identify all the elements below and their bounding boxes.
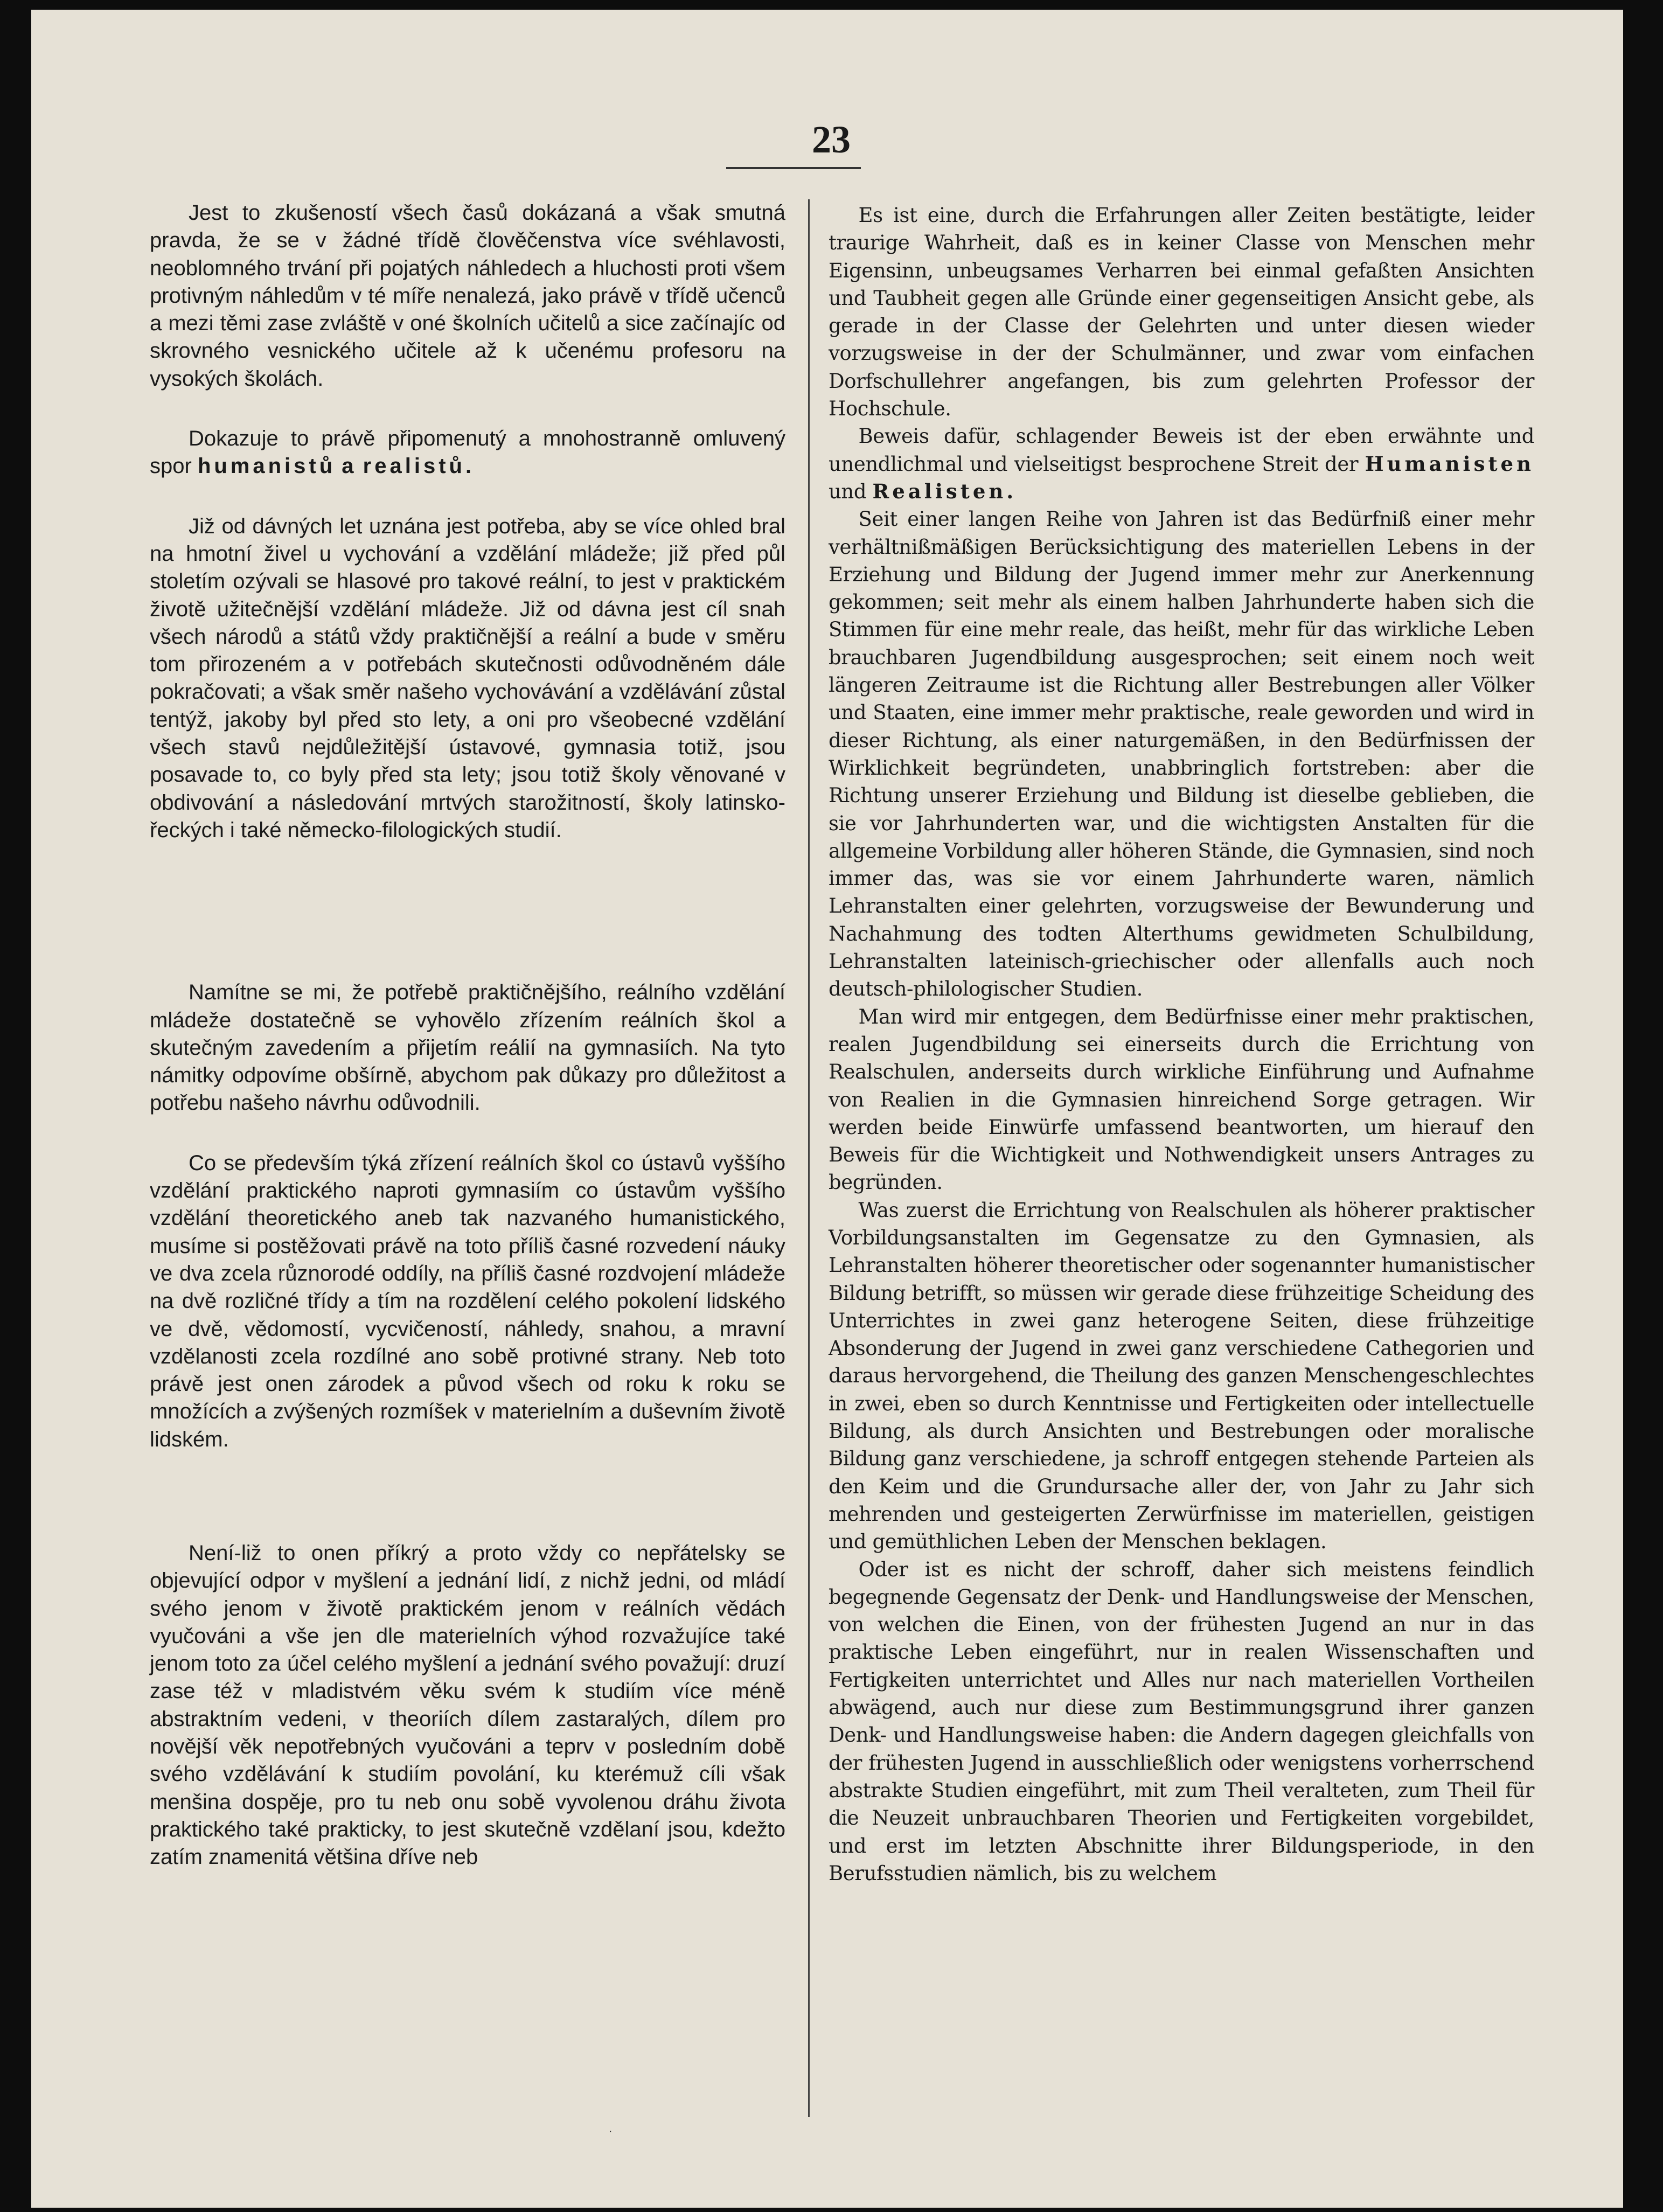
german-paragraph-3: Seit einer langen Reihe von Jahren ist das Bedürfniß einer mehr verhältnißmäßigen Berücksichtigung des materiellen Lebens in der Erziehung und Bildung der Jugend immer mehr zur Anerkennung gekommen; seit mehr als einem halben Jahrhunderte haben sich die Stimmen für eine mehr reale, das heißt, mehr für das wirkliche Leben brauchbaren Jugendbildung ausgesprochen; seit einem noch weit längeren Zeitraume ist die Richtung aller Bestrebungen aller Völker und Staaten, eine immer mehr praktische, reale geworden und wird in dieser Richtung, als einer naturgemäßen, in den Bedürfnissen der Wirklichkeit begründeten, unabbringlich fortstreben: aber die Richtung unserer Erziehung und Bildung ist dieselbe geblieben, die sie vor Jahrhunderten war, und die wichtigsten Anstalten für die allgemeine Vorbildung aller höheren Stände, die Gymnasien, sind noch immer das, was sie vor einem Jahrhunderte waren, nämlich Lehranstalten einer gelehrten, vorzugsweise der Bewunderung und Nachahmung des todten Alterthums gewidmeten Schulbildung, Lehranstalten lateinisch-griechischer oder allenfalls auch noch deutsch-philologischer Studien. (829, 507, 1534, 1001)
czech-paragraph-1: Jest to zkušeností všech časů dokázaná a však smutná pravda, že se v žádné třídě člověčenstva více svéhlavosti, neoblomného trvání při pojatých náhledech a hluchosti proti všem protivným náhledům v té míře nenalezá, jako právě v třídě učenců a mezi těmi zase zvláště v oné školních učitelů a sice začínajíc od skrovného vesnického učitele až k učenému profesoru na vysokých školách. (150, 201, 785, 391)
german-paragraph-6: Oder ist es nicht der schroff, daher sich meistens feindlich begegnende Gegensatz der Denk- und Handlungsweise der Menschen, von welchen die Einen, von der frühesten Jugend an nur in das praktische Leben eingeführt, nur in realen Wissenschaften und Fertigkeiten unterrichtet und Alles nur nach materiellen Vortheilen abwägend, auch nur diese zum Bestimmungsgrund ihrer ganzen Denk- und Handlungsweise haben: die Andern dagegen gleichfalls von der frühesten Jugend in ausschließlich oder wenigstens vorherrschend abstrakte Studien eingeführt, mit zum Theil veralteten, zum Theil für die Neuzeit unbrauchbaren Theorien und Fertigkeiten vorgebildet, und erst im letzten Abschnitte ihrer Bildungsperiode, in den Berufsstudien nämlich, bis zu welchem (829, 1557, 1534, 1885)
term-humanists: humanistů (197, 454, 336, 478)
german-conjunction: und (829, 479, 867, 503)
german-paragraph-5: Was zuerst die Errichtung von Realschulen als höherer praktischer Vorbildungsanstalten im Gegensatze zu den Gymnasien, als Lehranstalten höherer theoretischer oder sogenannter humanistischer Bildung betrifft, so müssen wir gerade diese frühzeitige Scheidung des Unterrichtes in zwei ganz heterogene Seiten, diese frühzeitige Absonderung der Jugend in zwei ganz verschiedene Cathegorien und daraus hervorgehend, die Theilung des ganzen Menschengeschlechtes in zwei, eben so durch Kenntnisse und Fertigkeiten oder intellectuelle Bildung, als durch Ansichten und Bestrebungen oder moralische Bildung ganz verschiedene, ja schroff entgegen stehende Parteien als den Keim und die Grundursache aller der, von Jahr zu Jahr sich mehrenden und gesteigerten Zerwürfnisse im materiellen, geistigen und gemüthlichen Leben der Menschen beklagen. (829, 1198, 1534, 1554)
german-paragraph-2-text: Beweis dafür, schlagender Beweis ist der eben erwähnte und unendlichmal und vielseitigst besprochene Streit der (829, 425, 1534, 476)
book-page (31, 10, 1623, 2208)
german-column (829, 201, 1534, 1887)
page-number-rule (726, 167, 861, 169)
term-realisten: Realisten. (872, 479, 1017, 503)
german-paragraph-1: Es ist eine, durch die Erfahrungen aller Zeiten bestätigte, leider traurige Wahrheit, daß es in keiner Classe von Menschen mehr Eigensinn, unbeugsames Verharren bei einmal gefaßten Ansichten und Taubheit gegen alle Gründe einer gegenseitigen Ansicht gebe, als gerade in der Classe der Gelehrten und unter diesen wieder vorzugsweise in der der Schulmänner, und zwar vom einfachen Dorfschullehrer angefangen, bis zum gelehrten Professor der Hochschule. (829, 204, 1534, 421)
czech-conjunction: a (342, 454, 357, 478)
czech-paragraph-6: Není-liž to onen příkrý a proto vždy co nepřátelsky se objevující odpor v myšlení a jednání lidí, z nichž jedni, od mládí svého jenom v životě praktickém jenom v reálních vědách vyučováni a vše jen dle materielních výhod rozvažujíce také jenom toto za účel celého myšlení a jednání svého považují: druzí zase též v mladistvém věku svém k studiím více méně abstraktním vedeni, v theoriích dílem zastaralých, dílem pro novější věk nepotřebných vyučováni a teprv v posledním době svého vzdělávání k studiím povolání, ku kterémuž cíli však menšina dospěje, pro tu neb onu sobě vyvolenou dráhu života praktického také prakticky, to jest skutečně vzdělaní jsou, kdežto zatím znamenitá většina dříve neb (150, 1541, 785, 1869)
term-realists: realistů. (363, 454, 475, 478)
czech-paragraph-5: Co se především týká zřízení reálních škol co ústavů vyššího vzdělání praktického naproti gymnasiím co ústavům vyššího vzdělání theoretického aneb tak nazvaného humanistického, musíme si postěžovati právě na toto příliš časné rozvedení náuky ve dva zcela různorodé oddíly, na příliš časné rozdvojení mládeže na dvě rozličné třídy a tím na rozdělení celého pokolení lidského ve dvě, vědomostí, vycvičeností, náhledy, snahou, a mravní vzdělanosti zcela rozdílné ano sobě protivné strany. Neb toto právě jest onen zárodek a původ všech od roku k roku se množících a zvýšených rozmíšek v materielním a duševním životě lidském. (150, 1151, 785, 1451)
czech-paragraph-3: Již od dávných let uznána jest potřeba, aby se více ohled bral na hmotní živel u vychování a vzdělání mládeže; již před půl stoletím ozývali se hlasové pro takové reální, to jest v praktickém životě užitečnější vzdělání mládeže. Již od dávna jest cíl snah všech národů a států vždy praktičnější a reální a bude v směru tom přirozeném a v potřebách skutečnosti odůvodněném dále pokračovati; a však směr našeho vychovávání a vzdělávání zůstal tentýž, jakoby byl před sto lety, a oni pro všeobecné vzdělání všech stavů nejdůležitější ústavové, gymnasia totiž, jsou posavade to, co byly před sta lety; jsou totiž školy věnované v obdivování a následování mrtvých starožitností, školy latinsko-řeckých i také německo-filologických studií. (150, 514, 785, 842)
page-number: 23 (812, 118, 851, 161)
czech-paragraph-2 (150, 425, 785, 481)
german-paragraph-2 (829, 422, 1534, 505)
german-paragraph-4: Man wird mir entgegen, dem Bedürfnisse einer mehr praktischen, realen Jugendbildung sei einerseits durch die Errichtung von Realschulen, anderseits durch wirkliche Einführung und Aufnahme von Realien in die Gymnasien hinreichend Sorge getragen. Wir werden beide Einwürfe umfassend beantworten, um hierauf den Beweis für die Wichtigkeit und Nothwendigkeit unsers Antrages zu begründen. (829, 1005, 1534, 1194)
czech-paragraph-2-text: Dokazuje to právě připomenutý a mnohostranně omluvený spor (150, 427, 785, 478)
term-humanisten: Humanisten (1365, 451, 1534, 476)
column-divider (808, 199, 810, 2117)
footer-mark: · (609, 2125, 613, 2138)
czech-column (150, 199, 785, 1904)
czech-paragraph-4: Namítne se mi, že potřebě praktičnějšího, reálního vzdělání mládeže dostatečně se vyhovělo zřízením reálních škol a skutečným zavedením a přijetím reálií na gymnasiích. Na tyto námitky odpovíme obšírně, abychom pak důkazy pro důležitost a potřebu našeho návrhu odůvodnili. (150, 980, 785, 1115)
